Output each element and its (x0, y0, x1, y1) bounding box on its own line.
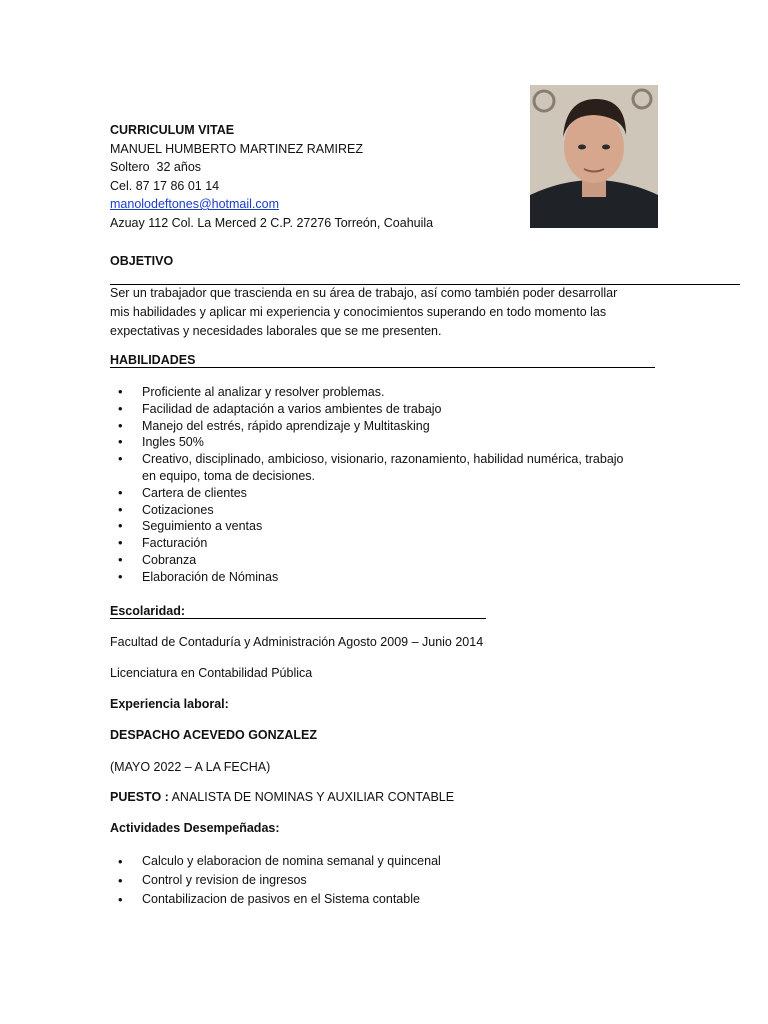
person-portrait-icon (530, 85, 658, 228)
list-item-continuation: en equipo, toma de decisiones. (142, 468, 316, 483)
list-item: • Manejo del estrés, rápido aprendizaje y Multitasking (110, 418, 670, 435)
objetivo-line: mis habilidades y aplicar mi experiencia y conocimientos superando en todo momento las (110, 305, 607, 319)
list-item: • Cobranza (110, 552, 670, 569)
habilidades-heading: HABILIDADES (110, 353, 196, 367)
email-link[interactable]: manolodeftones@hotmail.com (110, 197, 280, 211)
list-item-text: Creativo, disciplinado, ambicioso, visionario, razonamiento, habilidad numérica, trabajo (142, 452, 624, 467)
objetivo-line: expectativas y necesidades laborales que se me presenten. (110, 324, 442, 338)
list-item: • Ingles 50% (110, 434, 670, 451)
escolaridad-heading: Escolaridad: (110, 604, 186, 618)
school-info: Facultad de Contaduría y Administración Agosto 2009 – Junio 2014 (110, 635, 484, 649)
employment-period: (MAYO 2022 – A LA FECHA) (110, 760, 271, 774)
list-item: • Calculo y elaboracion de nomina semanal y quincenal (110, 852, 670, 871)
degree-info: Licenciatura en Contabilidad Pública (110, 666, 313, 680)
escolaridad-divider (110, 618, 486, 619)
habilidades-list (110, 384, 670, 586)
actividades-list (110, 852, 670, 909)
list-item: • Seguimiento a ventas (110, 518, 670, 535)
objetivo-heading: OBJETIVO (110, 254, 174, 268)
company-name: DESPACHO ACEVEDO GONZALEZ (110, 728, 317, 742)
list-item (110, 451, 670, 485)
experiencia-heading: Experiencia laboral: (110, 697, 229, 711)
list-item: • Cotizaciones (110, 502, 670, 519)
phone-number: Cel. 87 17 86 01 14 (110, 179, 220, 193)
cv-title: CURRICULUM VITAE (110, 123, 235, 137)
marital-status-age: Soltero 32 años (110, 160, 202, 174)
list-item: • Contabilizacion de pasivos en el Sistema contable (110, 890, 670, 909)
list-item: • Elaboración de Nóminas (110, 569, 670, 586)
address: Azuay 112 Col. La Merced 2 C.P. 27276 Torreón, Coahuila (110, 216, 434, 230)
habilidades-divider (110, 367, 655, 368)
list-item: • Cartera de clientes (110, 485, 670, 502)
list-item: • Facturación (110, 535, 670, 552)
profile-photo (530, 85, 658, 228)
objetivo-line: Ser un trabajador que trascienda en su área de trabajo, así como también poder desarrollar (110, 286, 618, 300)
list-item: • Proficiente al analizar y resolver problemas. (110, 384, 670, 401)
job-position (110, 790, 454, 804)
list-item: • Control y revision de ingresos (110, 871, 670, 890)
full-name: MANUEL HUMBERTO MARTINEZ RAMIREZ (110, 142, 364, 156)
puesto-label: PUESTO : (110, 790, 169, 804)
list-item: • Facilidad de adaptación a varios ambientes de trabajo (110, 401, 670, 418)
actividades-heading: Actividades Desempeñadas: (110, 821, 280, 835)
puesto-value: ANALISTA DE NOMINAS Y AUXILIAR CONTABLE (168, 790, 455, 804)
objetivo-text (110, 284, 670, 341)
